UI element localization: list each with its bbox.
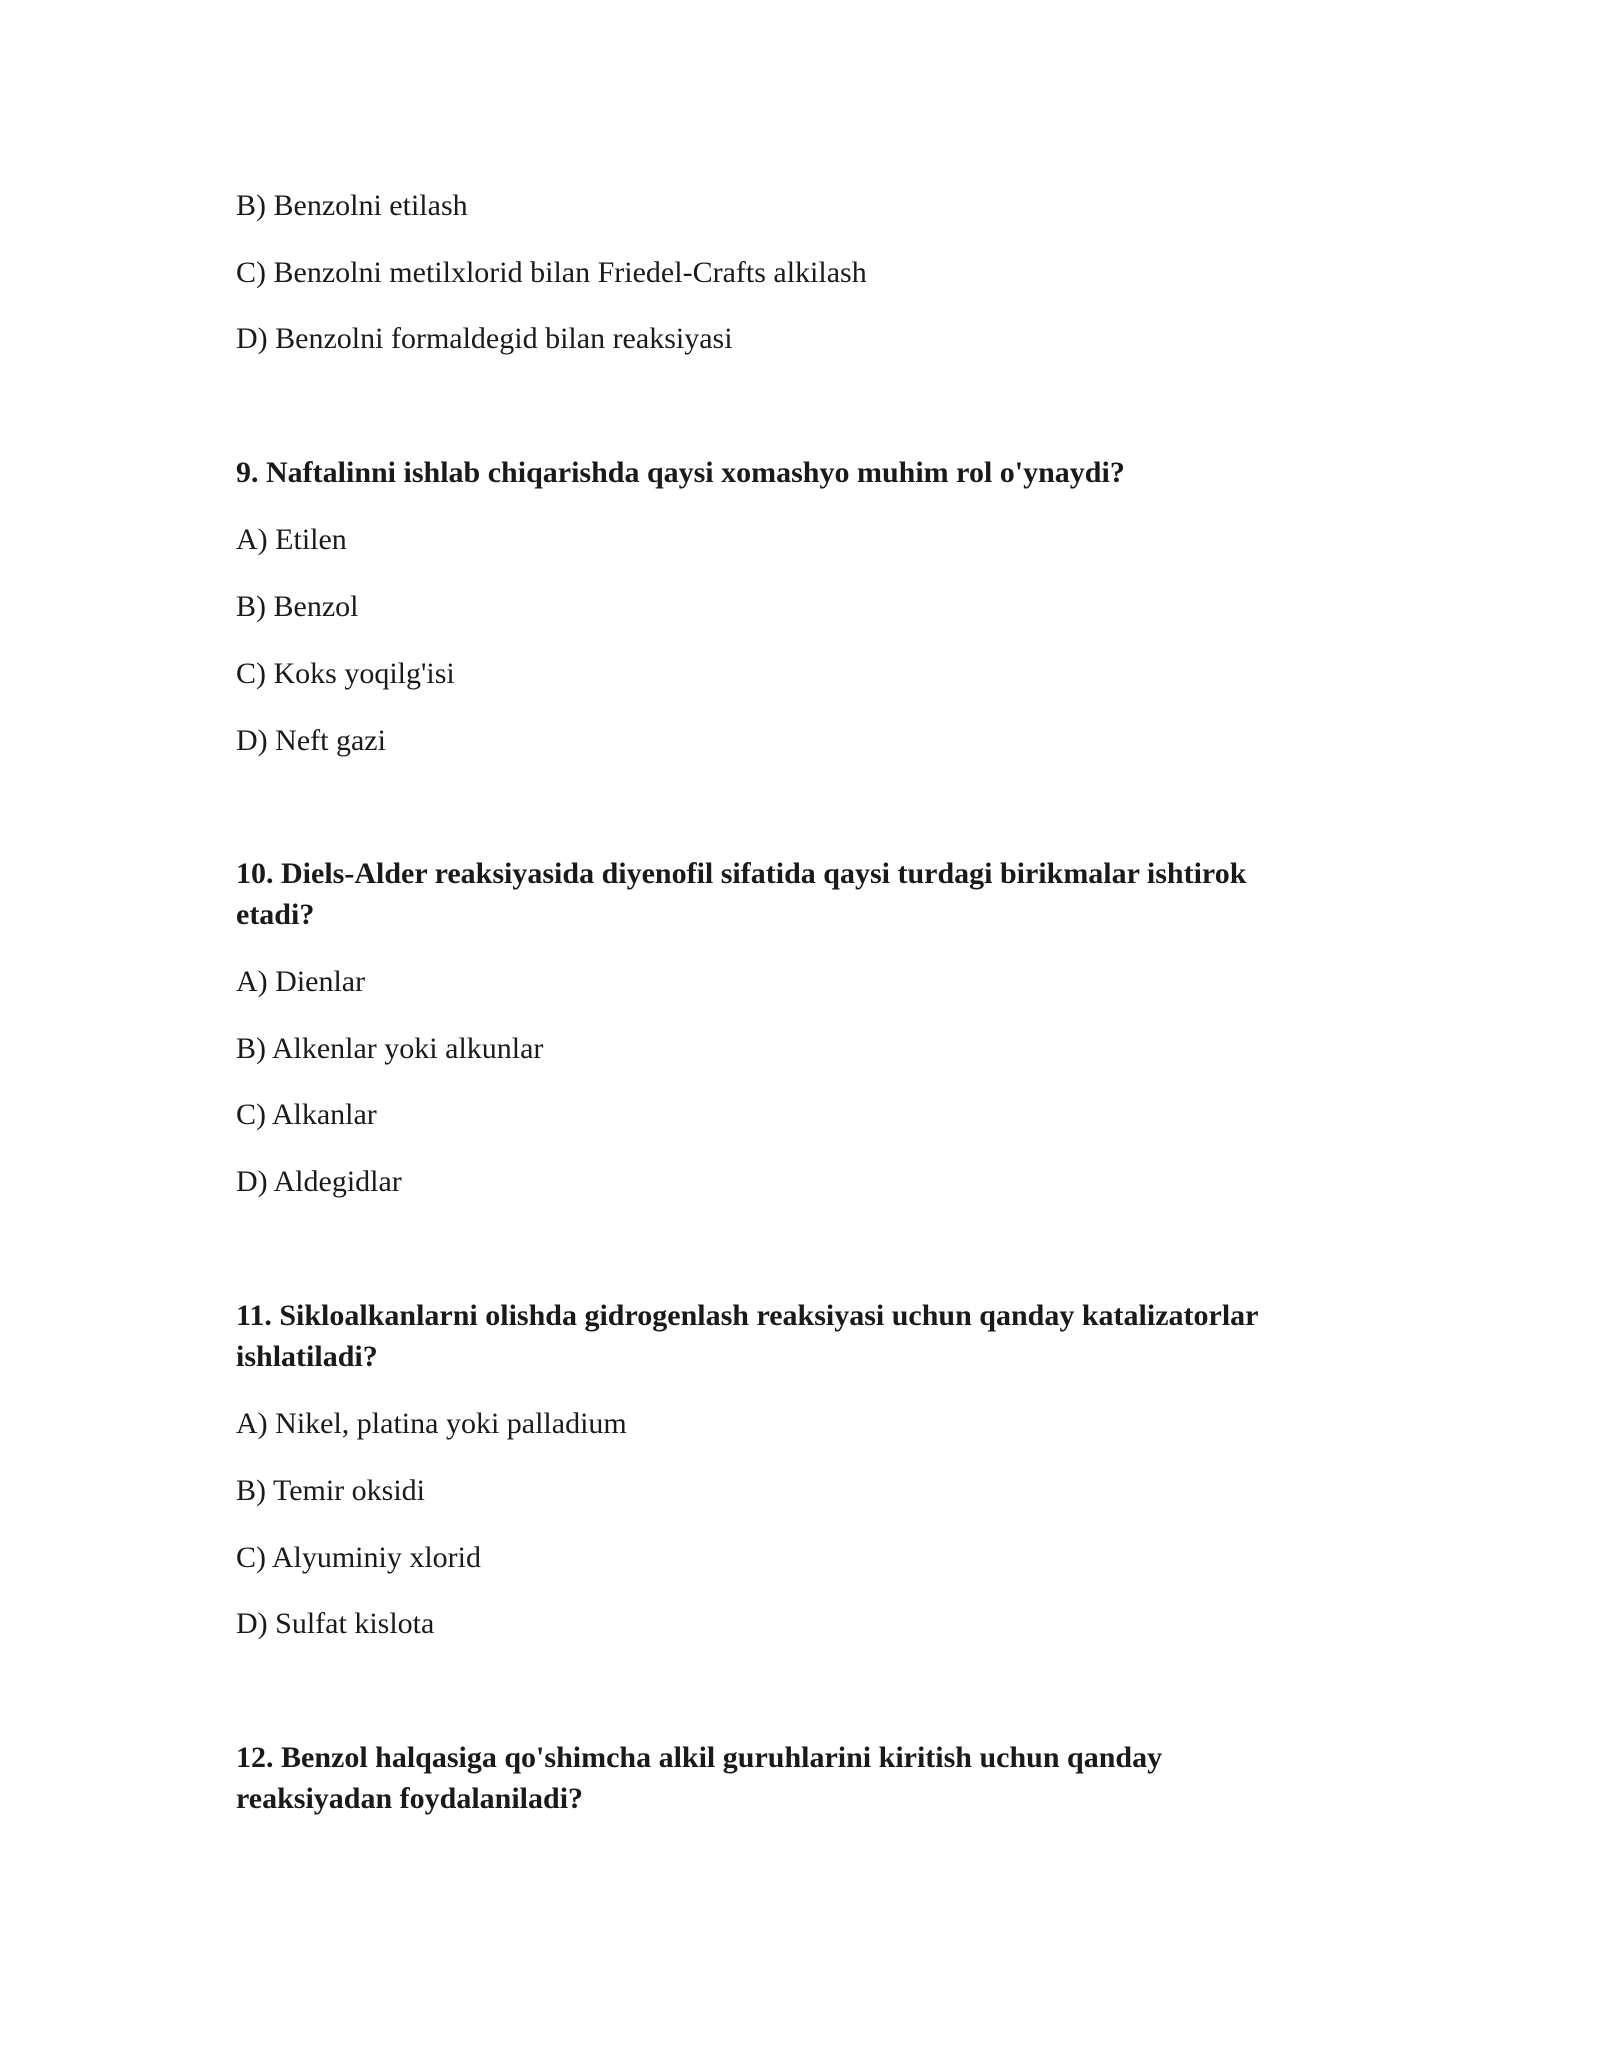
question-title-continuation: reaksiyadan foydalaniladi? — [236, 1782, 584, 1815]
answer-option: D) Sulfat kislota — [236, 1607, 435, 1640]
answer-option: C) Koks yoqilg'isi — [236, 657, 455, 690]
answer-option: C) Alyuminiy xlorid — [236, 1541, 482, 1574]
answer-option: A) Nikel, platina yoki palladium — [236, 1407, 627, 1440]
question-title: 12. Benzol halqasiga qo'shimcha alkil guruhlarini kiritish uchun qanday — [236, 1741, 1163, 1774]
question-title-continuation: ishlatiladi? — [236, 1340, 378, 1373]
question-title: 9. Naftalinni ishlab chiqarishda qaysi xomashyo muhim rol o'ynaydi? — [236, 456, 1125, 489]
answer-option: D) Neft gazi — [236, 724, 386, 757]
answer-option: C) Alkanlar — [236, 1098, 377, 1131]
answer-option: B) Alkenlar yoki alkunlar — [236, 1032, 544, 1065]
answer-option: B) Temir oksidi — [236, 1474, 426, 1507]
answer-option: A) Etilen — [236, 523, 347, 556]
answer-option: D) Benzolni formaldegid bilan reaksiyasi — [236, 322, 733, 355]
answer-option: A) Dienlar — [236, 965, 366, 998]
question-title-continuation: etadi? — [236, 898, 315, 931]
answer-option: B) Benzolni etilash — [236, 189, 468, 222]
question-title: 11. Sikloalkanlarni olishda gidrogenlash reaksiyasi uchun qanday katalizatorlar — [236, 1299, 1259, 1332]
answer-option: D) Aldegidlar — [236, 1165, 402, 1198]
answer-option: C) Benzolni metilxlorid bilan Friedel-Crafts alkilash — [236, 256, 867, 289]
question-title: 10. Diels-Alder reaksiyasida diyenofil sifatida qaysi turdagi birikmalar ishtirok — [236, 857, 1247, 890]
answer-option: B) Benzol — [236, 590, 359, 623]
